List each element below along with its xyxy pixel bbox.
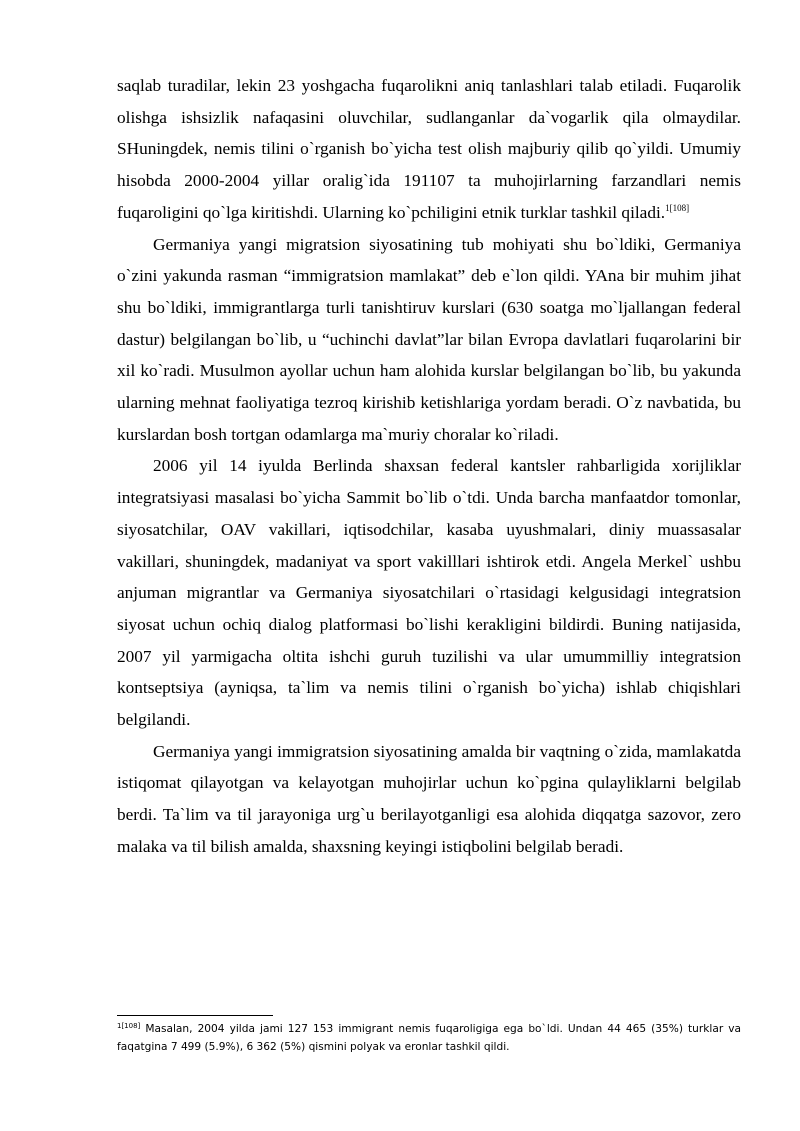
footnote-text: Masalan, 2004 yilda jami 127 153 immigrant nemis fuqaroligiga ega bo`ldi. Undan 44 465 (35%) turklar va faqatgina 7 499 (5.9%), 6 362 (5%) qismini polyak va eronlar tashkil qildi. xyxy=(117,1023,741,1053)
paragraph-2: Germaniya yangi migratsion siyosatining tub mohiyati shu bo`ldiki, Germaniya o`zini yakunda rasman “immigratsion mamlakat” deb e`lon qildi. YAna bir muhim jihat shu bo`ldiki, immigrantlarga turli tanishtiruv kurslari (630 soatga mo`ljallangan federal dastur) belgilangan bo`lib, u “uchinchi davlat”lar bilan Evropa davlatlari fuqarolarini bir xil ko`radi. Musulmon ayollar uchun ham alohida kurslar belgilangan bo`lib, bu yakunda ularning mehnat faoliyatiga tezroq kirishib ketishlariga yordam beradi. O`z navbatida, bu kurslardan bosh tortgan odamlarga ma`muriy choralar ko`riladi. xyxy=(117,234,741,444)
paragraph-1-text: saqlab turadilar, lekin 23 yoshgacha fuqarolikni aniq tanlashlari talab etiladi. Fuqarolik olishga ishsizlik nafaqasini oluvchilar, sudlanganlar da`vogarlik qila olmaydilar. SHuningdek, nemis tilini o`rganish bo`yicha test olish majburiy qilib qo`yildi. Umumiy hisobda 2000-2004 yillar oralig`ida 191107 ta muhojirlarning farzandlari nemis fuqaroligini qo`lga kiritishdi. Ularning ko`pchiligini etnik turklar tashkil qiladi. xyxy=(117,76,741,222)
paragraph-3: 2006 yil 14 iyulda Berlinda shaxsan federal kantsler rahbarligida xorijliklar integratsiyasi masalasi bo`yicha Sammit bo`lib o`tdi. Unda barcha manfaatdor tomonlar, siyosatchilar, OAV vakillari, iqtisodchilar, kasaba uyushmalari, diniy muassasalar vakillari, shuningdek, madaniyat va sport vakilllari ishtirok etdi. Angela Merkel` ushbu anjuman migrantlar va Germaniya siyosatchilari o`rtasidagi kelgusidagi integratsion siyosat uchun ochiq dialog platformasi bo`lishi kerakligini bildirdi. Buning natijasida, 2007 yil yarmigacha oltita ishchi guruh tuzilishi va ular umummilliy integratsion kontseptsiya (ayniqsa, ta`lim va nemis tilini o`rganish bo`yicha) ishlab chiqishlari belgilandi. xyxy=(117,456,741,730)
paragraph-1 xyxy=(117,70,741,229)
paragraph-4: Germaniya yangi immigratsion siyosatining amalda bir vaqtning o`zida, mamlakatda istiqomat qilayotgan va kelayotgan muhojirlar uchun ko`pgina qulayliklarni belgilab berdi. Ta`lim va til jarayoniga urg`u berilayotganligi esa alohida diqqatga sazovor, zero malaka va til bilish amalda, shaxsning keyingi istiqbolini belgilab beradi. xyxy=(117,741,741,856)
body-text xyxy=(117,70,741,863)
footnote-marker: 1[108] xyxy=(117,1022,141,1030)
footnote-reference[interactable]: 1[108] xyxy=(665,202,690,213)
footnote-separator xyxy=(117,1015,273,1016)
footnote xyxy=(117,1020,741,1056)
